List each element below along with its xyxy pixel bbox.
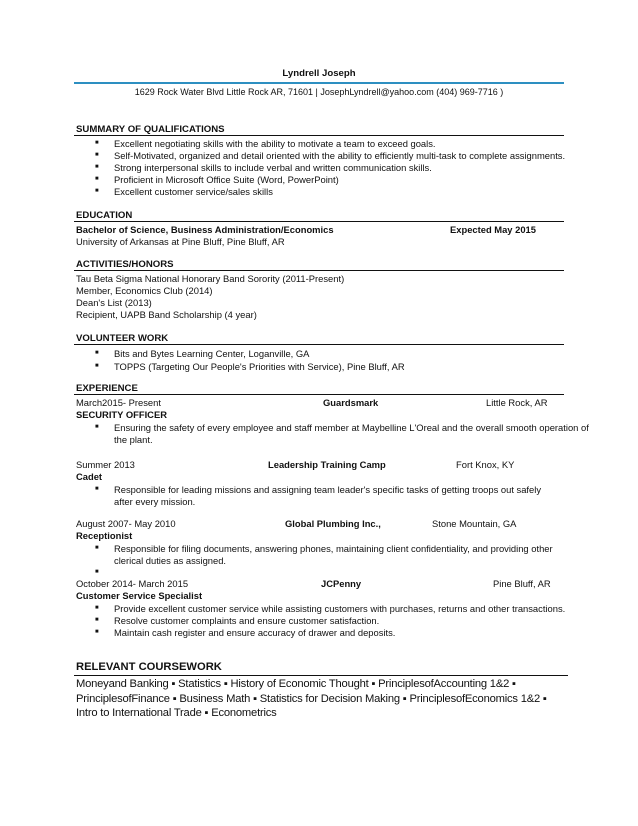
bullet-icon: ■ bbox=[95, 617, 99, 623]
job-company: Global Plumbing Inc., bbox=[285, 518, 381, 529]
job-bullet: Maintain cash register and ensure accuracy of drawer and deposits. bbox=[114, 627, 396, 638]
bullet-icon: ■ bbox=[95, 486, 99, 492]
job-dates: Summer 2013 bbox=[76, 459, 135, 470]
section-rule bbox=[74, 675, 568, 676]
bullet-icon: ■ bbox=[95, 176, 99, 182]
section-title-experience: EXPERIENCE bbox=[76, 383, 138, 394]
bullet-icon: ■ bbox=[95, 569, 99, 575]
job-location: Stone Mountain, GA bbox=[432, 518, 517, 529]
job-location: Little Rock, AR bbox=[486, 397, 548, 408]
bullet-icon: ■ bbox=[95, 152, 99, 158]
bullet-icon: ■ bbox=[95, 164, 99, 170]
section-rule bbox=[74, 344, 564, 345]
activity-item: Recipient, UAPB Band Scholarship (4 year) bbox=[76, 309, 257, 320]
volunteer-item: Bits and Bytes Learning Center, Loganville, GA bbox=[114, 348, 310, 359]
bullet-icon: ■ bbox=[95, 629, 99, 635]
section-title-summary: SUMMARY OF QUALIFICATIONS bbox=[76, 124, 225, 135]
job-company: Leadership Training Camp bbox=[268, 459, 386, 470]
bullet-icon: ■ bbox=[95, 605, 99, 611]
section-title-education: EDUCATION bbox=[76, 210, 133, 221]
job-role: Cadet bbox=[76, 471, 103, 482]
activity-item: Tau Beta Sigma National Honorary Band Sorority (2011-Present) bbox=[76, 273, 345, 284]
bullet-icon: ■ bbox=[95, 188, 99, 194]
job-bullet: Ensuring the safety of every employee and staff member at Maybelline L'Oreal and the overall smooth operation of the plant. bbox=[114, 422, 589, 445]
section-rule bbox=[74, 270, 564, 271]
expected-date: Expected May 2015 bbox=[450, 224, 536, 235]
job-bullet: Responsible for filing documents, answering phones, maintaining client confidentiality, and providing other clerical duties as assigned. bbox=[114, 543, 553, 566]
bullet-icon: ■ bbox=[95, 350, 99, 356]
summary-item: Excellent customer service/sales skills bbox=[114, 186, 273, 197]
summary-item: Proficient in Microsoft Office Suite (Word, PowerPoint) bbox=[114, 174, 339, 185]
header-divider bbox=[74, 82, 564, 84]
section-title-activities: ACTIVITIES/HONORS bbox=[76, 259, 174, 270]
degree: Bachelor of Science, Business Administration/Economics bbox=[76, 224, 334, 235]
activity-item: Member, Economics Club (2014) bbox=[76, 285, 213, 296]
summary-item: Excellent negotiating skills with the ability to motivate a team to exceed goals. bbox=[114, 138, 436, 149]
job-company: Guardsmark bbox=[323, 397, 379, 408]
section-rule bbox=[74, 394, 564, 395]
activity-item: Dean's List (2013) bbox=[76, 297, 152, 308]
summary-item: Strong interpersonal skills to include verbal and written communication skills. bbox=[114, 162, 432, 173]
bullet-icon: ■ bbox=[95, 363, 99, 369]
bullet-icon: ■ bbox=[95, 140, 99, 146]
school: University of Arkansas at Pine Bluff, Pine Bluff, AR bbox=[76, 236, 285, 247]
job-location: Pine Bluff, AR bbox=[493, 578, 551, 589]
job-role: Customer Service Specialist bbox=[76, 590, 203, 601]
summary-item: Self-Motivated, organized and detail oriented with the ability to efficiently multi-task to complete assignments. bbox=[114, 150, 566, 161]
job-bullet: Responsible for leading missions and assigning team leader's specific tasks of getting troops out safely after every mission. bbox=[114, 484, 542, 507]
job-dates: October 2014- March 2015 bbox=[76, 578, 189, 589]
job-bullet: Provide excellent customer service while assisting customers with purchases, returns and other transactions. bbox=[114, 603, 566, 614]
section-title-coursework: RELEVANT COURSEWORK bbox=[76, 661, 222, 673]
contact-info: 1629 Rock Water Blvd Little Rock AR, 71601 | JosephLyndrell@yahoo.com (404) 969-7716 ) bbox=[134, 87, 504, 97]
job-bullet: Resolve customer complaints and ensure customer satisfaction. bbox=[114, 615, 380, 626]
bullet-icon: ■ bbox=[95, 424, 99, 430]
section-rule bbox=[74, 221, 564, 222]
job-role: SECURITY OFFICER bbox=[76, 409, 167, 420]
coursework-list: Moneyand Banking ▪ Statistics ▪ History of Economic Thought ▪ PrinciplesofAccounting 1&2 ▪ PrinciplesofFinance ▪ Business Math ▪ Statistics for Decision Making ▪ PrinciplesofEconomics 1&2 ▪ Intro to International Trade ▪ Econometrics bbox=[76, 678, 547, 719]
volunteer-item: TOPPS (Targeting Our People's Priorities with Service), Pine Bluff, AR bbox=[114, 361, 405, 372]
job-location: Fort Knox, KY bbox=[456, 459, 515, 470]
section-rule bbox=[74, 135, 564, 136]
job-dates: August 2007- May 2010 bbox=[76, 518, 176, 529]
job-dates: March2015- Present bbox=[76, 397, 161, 408]
resume-name: Lyndrell Joseph bbox=[282, 68, 356, 79]
job-role: Receptionist bbox=[76, 530, 133, 541]
job-company: JCPenny bbox=[321, 578, 362, 589]
bullet-icon: ■ bbox=[95, 545, 99, 551]
section-title-volunteer: VOLUNTEER WORK bbox=[76, 333, 169, 344]
